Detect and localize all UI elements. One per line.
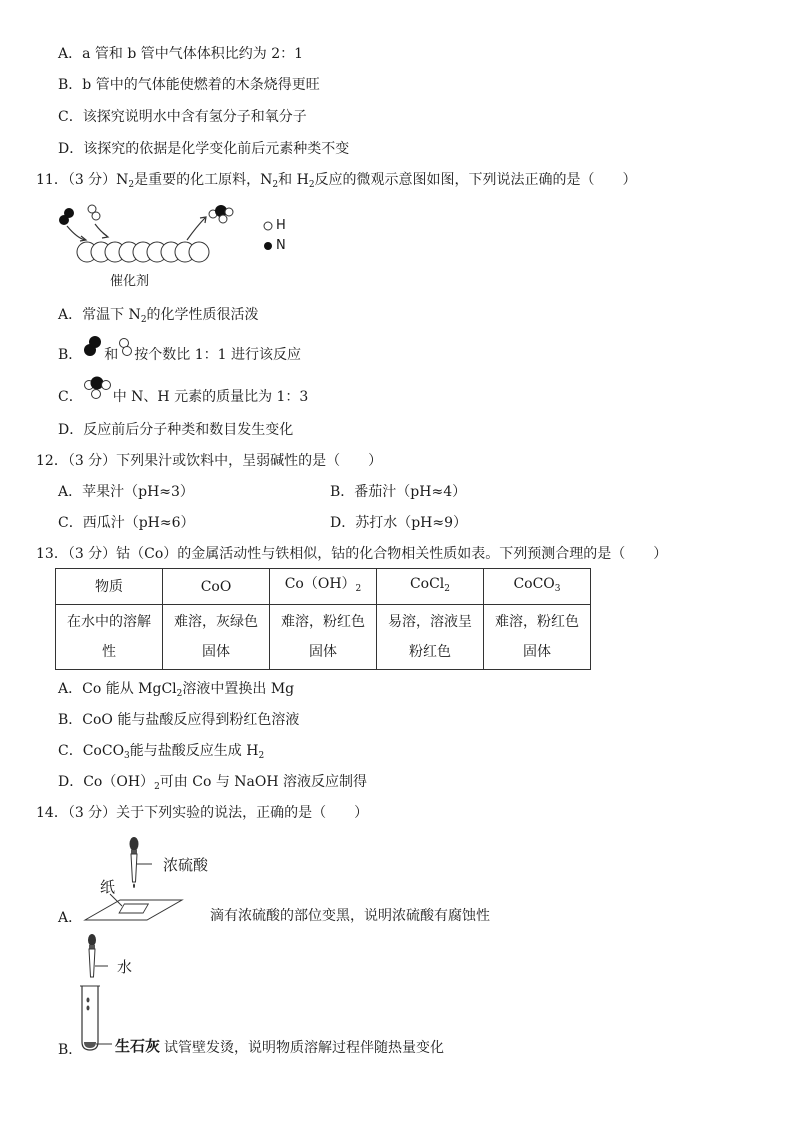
q14-option-a-text: 滴有浓硫酸的部位变黑，说明浓硫酸有腐蚀性: [210, 908, 490, 924]
legend-n-icon: [264, 242, 272, 250]
table-header-row: [56, 569, 591, 605]
table-header-cell: CoCO$_3$: [484, 569, 591, 605]
acid-label: 浓硫酸: [163, 856, 209, 874]
q12-option-c: C．西瓜汁（pH≈6）: [58, 515, 195, 531]
table-cell: 难溶，灰绿色 固体: [163, 605, 270, 670]
nh3-molecule-icon: [83, 387, 113, 401]
legend-n-label: N: [276, 238, 286, 253]
q13-stem: 13．（3 分）钴（Co）的金属活动性与铁相似，钴的化合物相关性质如表。下列预测合理的是（ ）: [36, 546, 668, 562]
n2-molecule-icon: [82, 345, 104, 359]
q14-stem: 14．（3 分）关于下列实验的说法，正确的是（ ）: [36, 805, 369, 821]
paper-label: 纸: [100, 878, 116, 896]
q11-option-b: B． 和 按个数比 1：1 进行该反应: [58, 345, 301, 365]
q12-option-a: A．苹果汁（pH≈3）: [58, 484, 194, 500]
table-cell: 易溶，溶液呈 粉红色: [377, 605, 484, 670]
q10-option-d: D．该探究的依据是化学变化前后元素种类不变: [58, 141, 350, 157]
catalyst-label: 催化剂: [110, 274, 150, 289]
table-cell: 难溶，粉红色 固体: [484, 605, 591, 670]
h2-molecule-icon: [118, 345, 134, 359]
table-header-cell: $Co(OH)_2$: [270, 569, 377, 605]
table-header-cell: 物质: [56, 569, 163, 605]
q13-option-d: D．$Co(OH)_2$可由 Co 与 NaOH 溶液反应制得: [58, 774, 368, 792]
q14-option-a: A．: [58, 910, 83, 926]
q12-option-b: B．番茄汁（pH≈4）: [330, 484, 467, 500]
table-header-cell: CoO: [163, 569, 270, 605]
q12-option-d: D．苏打水（pH≈9）: [330, 515, 468, 531]
q11-option-c: C． 中 N、H 元素的质量比为 1：3: [58, 387, 308, 407]
q10-option-a: A．a 管和 b 管中气体体积比约为 2：1: [58, 46, 304, 62]
q11-option-a: A．常温下 $N_2$的化学性质很活泼: [58, 307, 259, 325]
table-row: [56, 605, 591, 670]
q13-option-b: B．CoO 能与盐酸反应得到粉红色溶液: [58, 712, 300, 728]
legend-h-label: H: [276, 218, 286, 233]
catalyst-diagram: [55, 200, 285, 295]
q13-option-c: C．CoCO$_3$能与盐酸反应生成 $H_2$: [58, 743, 265, 761]
table-cell: 难溶，粉红色 固体: [270, 605, 377, 670]
legend-h-icon: [264, 222, 272, 230]
quicklime-label: 生石灰: [115, 1037, 161, 1055]
acid-dropper-figure: [80, 832, 200, 927]
q10-option-c: C．该探究说明水中含有氢分子和氧分子: [58, 109, 307, 125]
table-row-label: 在水中的溶解 性: [56, 605, 163, 670]
q11-option-d: D．反应前后分子种类和数目发生变化: [58, 422, 294, 438]
q11-stem: 11．（3 分）$N_2$是重要的化工原料，$N_2$和 $H_2$反应的微观示意图如图，下列说法正确的是（ ）: [36, 172, 637, 190]
water-label: 水: [117, 958, 133, 976]
q11-number: 11．（3 分）: [36, 172, 117, 188]
table-header-cell: CoCl$_2$: [377, 569, 484, 605]
q10-option-b: B．b 管中的气体能使燃着的木条烧得更旺: [58, 77, 320, 93]
cobalt-compounds-table: [55, 568, 591, 670]
q13-option-a: A．Co 能从 MgCl$_2$溶液中置换出 Mg: [58, 681, 295, 699]
q14-option-b: B．: [58, 1042, 83, 1058]
q12-stem: 12．（3 分）下列果汁或饮料中，呈弱碱性的是（ ）: [36, 453, 383, 469]
q14-option-b-text: 试管壁发烫，说明物质溶解过程伴随热量变化: [164, 1040, 444, 1056]
